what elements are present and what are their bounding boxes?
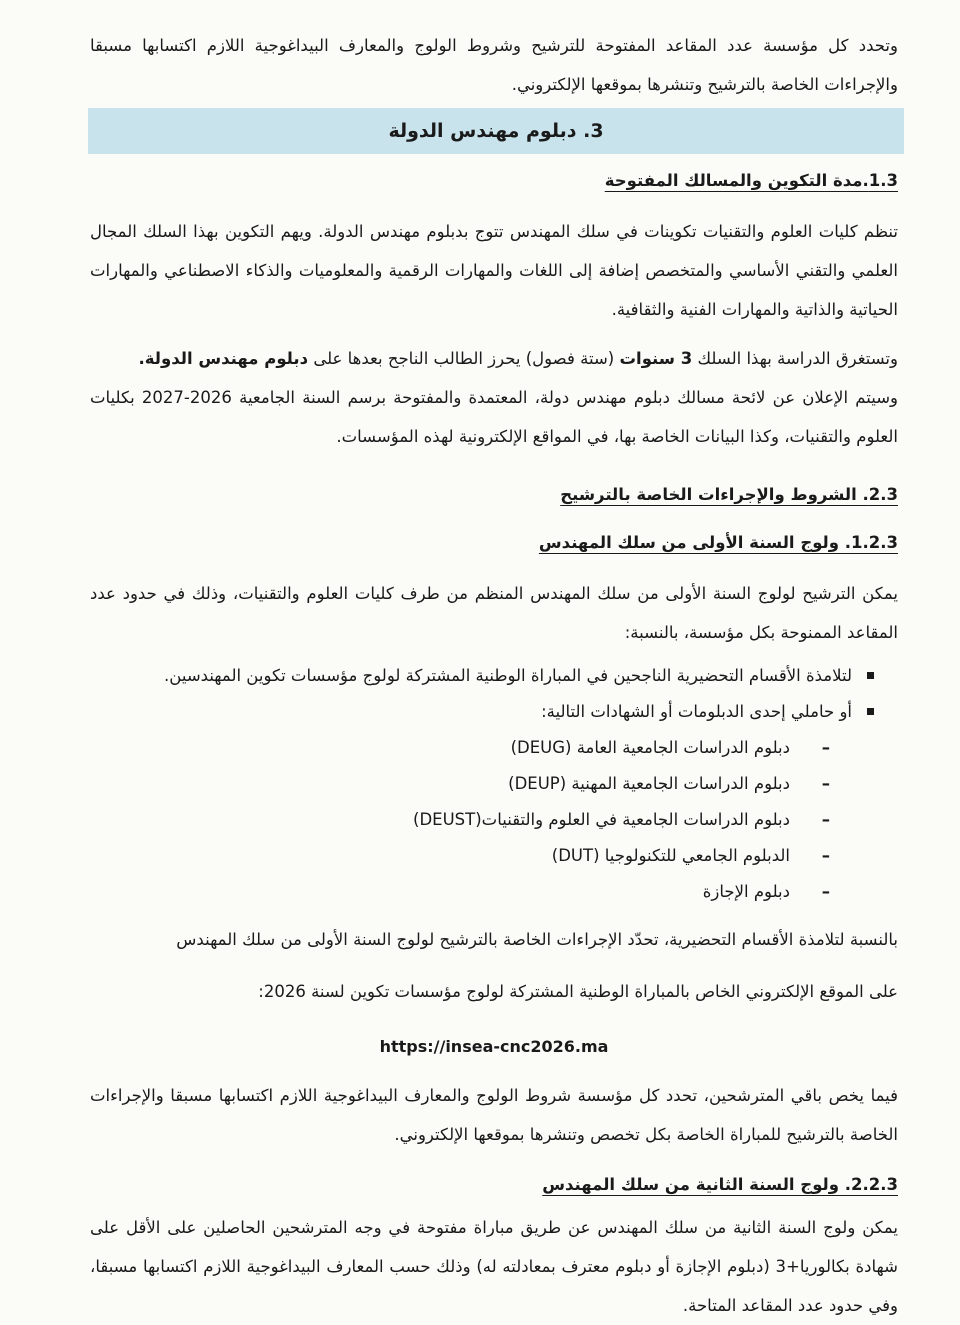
training-paragraph: تنظم كليات العلوم والتقنيات تكوينات في سلك المهندس تتوج بدبلوم مهندس الدولة. ويهم التكوين بهذا السلك المجال العلمي والتقني الأساسي والمتخصص إضافة إلى اللغات والمهارات الرقمية والمعلوميات والذكاء الاصطناعي والمهارات الحياتية والذاتية والمهارات الفنية والثقافية. — [90, 222, 898, 319]
second-year-paragraph: يمكن ولوج السنة الثانية من سلك المهندس عن طريق مباراة مفتوحة في وجه المترشحين الحاصلين على الأقل على شهادة بكالوريا+3 (دبلوم الإجازة أو دبلوم معترف بمعادلته له) وذلك حسب المعارف البيداغوجية اللازم اكتسابها مسبقا، وفي حدود عدد المقاعد المتاحة. — [90, 1218, 898, 1315]
first-year-paragraph: يمكن الترشيح لولوج السنة الأولى من سلك المهندس المنظم من طرف كليات العلوم والتقنيات، وذلك في حدود عدد المقاعد الممنوحة بكل مؤسسة، بالنسبة: — [90, 584, 898, 642]
duration-years: 3 سنوات — [619, 349, 693, 368]
heading-first-year: 1.2.3. ولوج السنة الأولى من سلك المهندس — [538, 533, 898, 552]
cnc-website-link[interactable]: https://insea-cnc2026.ma — [379, 1037, 609, 1056]
heading-training-duration: 1.3.مدة التكوين والمسالك المفتوحة — [604, 171, 898, 190]
other-candidates-paragraph: فيما يخص باقي المترشحين، تحدد كل مؤسسة شروط الولوج والمعارف البيداغوجية اللازم اكتسابها مسبقا والإجراءات الخاصة بالترشيح للمباراة الخاصة بكل تخصص وتنشرها بموقعها الإلكتروني. — [90, 1086, 898, 1144]
list-item: – دبلوم الدراسات الجامعية العامة (DEUG) — [90, 730, 830, 766]
duration-paragraph — [90, 339, 898, 378]
section-title: 3. دبلوم مهندس الدولة — [388, 120, 604, 142]
section-banner — [88, 108, 904, 154]
announcement-paragraph: وسيتم الإعلان عن لائحة مسالك دبلوم مهندس دولة، المعتمدة والمفتوحة برسم السنة الجامعية 2026-2027 بكليات العلوم والتقنيات، وكذا البيانات الخاصة بها، في المواقع الإلكترونية لهذه المؤسسات. — [90, 388, 898, 446]
cpge-line-1: بالنسبة لتلامذة الأقسام التحضيرية، تحدّد الإجراءات الخاصة بالترشيح لولوج السنة الأولى من سلك المهندس — [176, 930, 898, 949]
list-item — [90, 694, 874, 910]
list-item: – دبلوم الإجازة — [90, 874, 830, 910]
duration-text-a: وتستغرق الدراسة بهذا السلك — [692, 349, 898, 368]
intro-paragraph: وتحدد كل مؤسسة عدد المقاعد المفتوحة للترشيح وشروط الولوج والمعارف البيداغوجية اللازم اكتسابها مسبقا والإجراءات الخاصة بالترشيح وتنشرها بموقعها الإلكتروني. — [90, 36, 898, 94]
diploma-name: دبلوم مهندس الدولة. — [138, 349, 309, 368]
list-item: – الدبلوم الجامعي للتكنولوجيا (DUT) — [90, 838, 830, 874]
heading-conditions: 2.3. الشروط والإجراءات الخاصة بالترشيح — [560, 485, 898, 504]
diploma-list — [90, 730, 852, 910]
list-item: لتلامذة الأقسام التحضيرية الناجحين في المباراة الوطنية المشتركة لولوج مؤسسات تكوين المهندسين. — [90, 658, 874, 694]
eligibility-list — [90, 658, 898, 910]
list-item: – دبلوم الدراسات الجامعية المهنية (DEUP) — [90, 766, 830, 802]
cpge-line-2: على الموقع الإلكتروني الخاص بالمباراة الوطنية المشتركة لولوج مؤسسات تكوين لسنة 2026: — [258, 982, 898, 1001]
duration-text-c: (ستة فصول) يحرز الطالب الناجح بعدها على — [308, 349, 620, 368]
heading-second-year: 2.2.3. ولوج السنة الثانية من سلك المهندس — [542, 1175, 898, 1194]
list-item: – دبلوم الدراسات الجامعية في العلوم والتقنيات(DEUST) — [90, 802, 830, 838]
list-item-label: أو حاملي إحدى الدبلومات أو الشهادات التالية: — [541, 702, 852, 721]
